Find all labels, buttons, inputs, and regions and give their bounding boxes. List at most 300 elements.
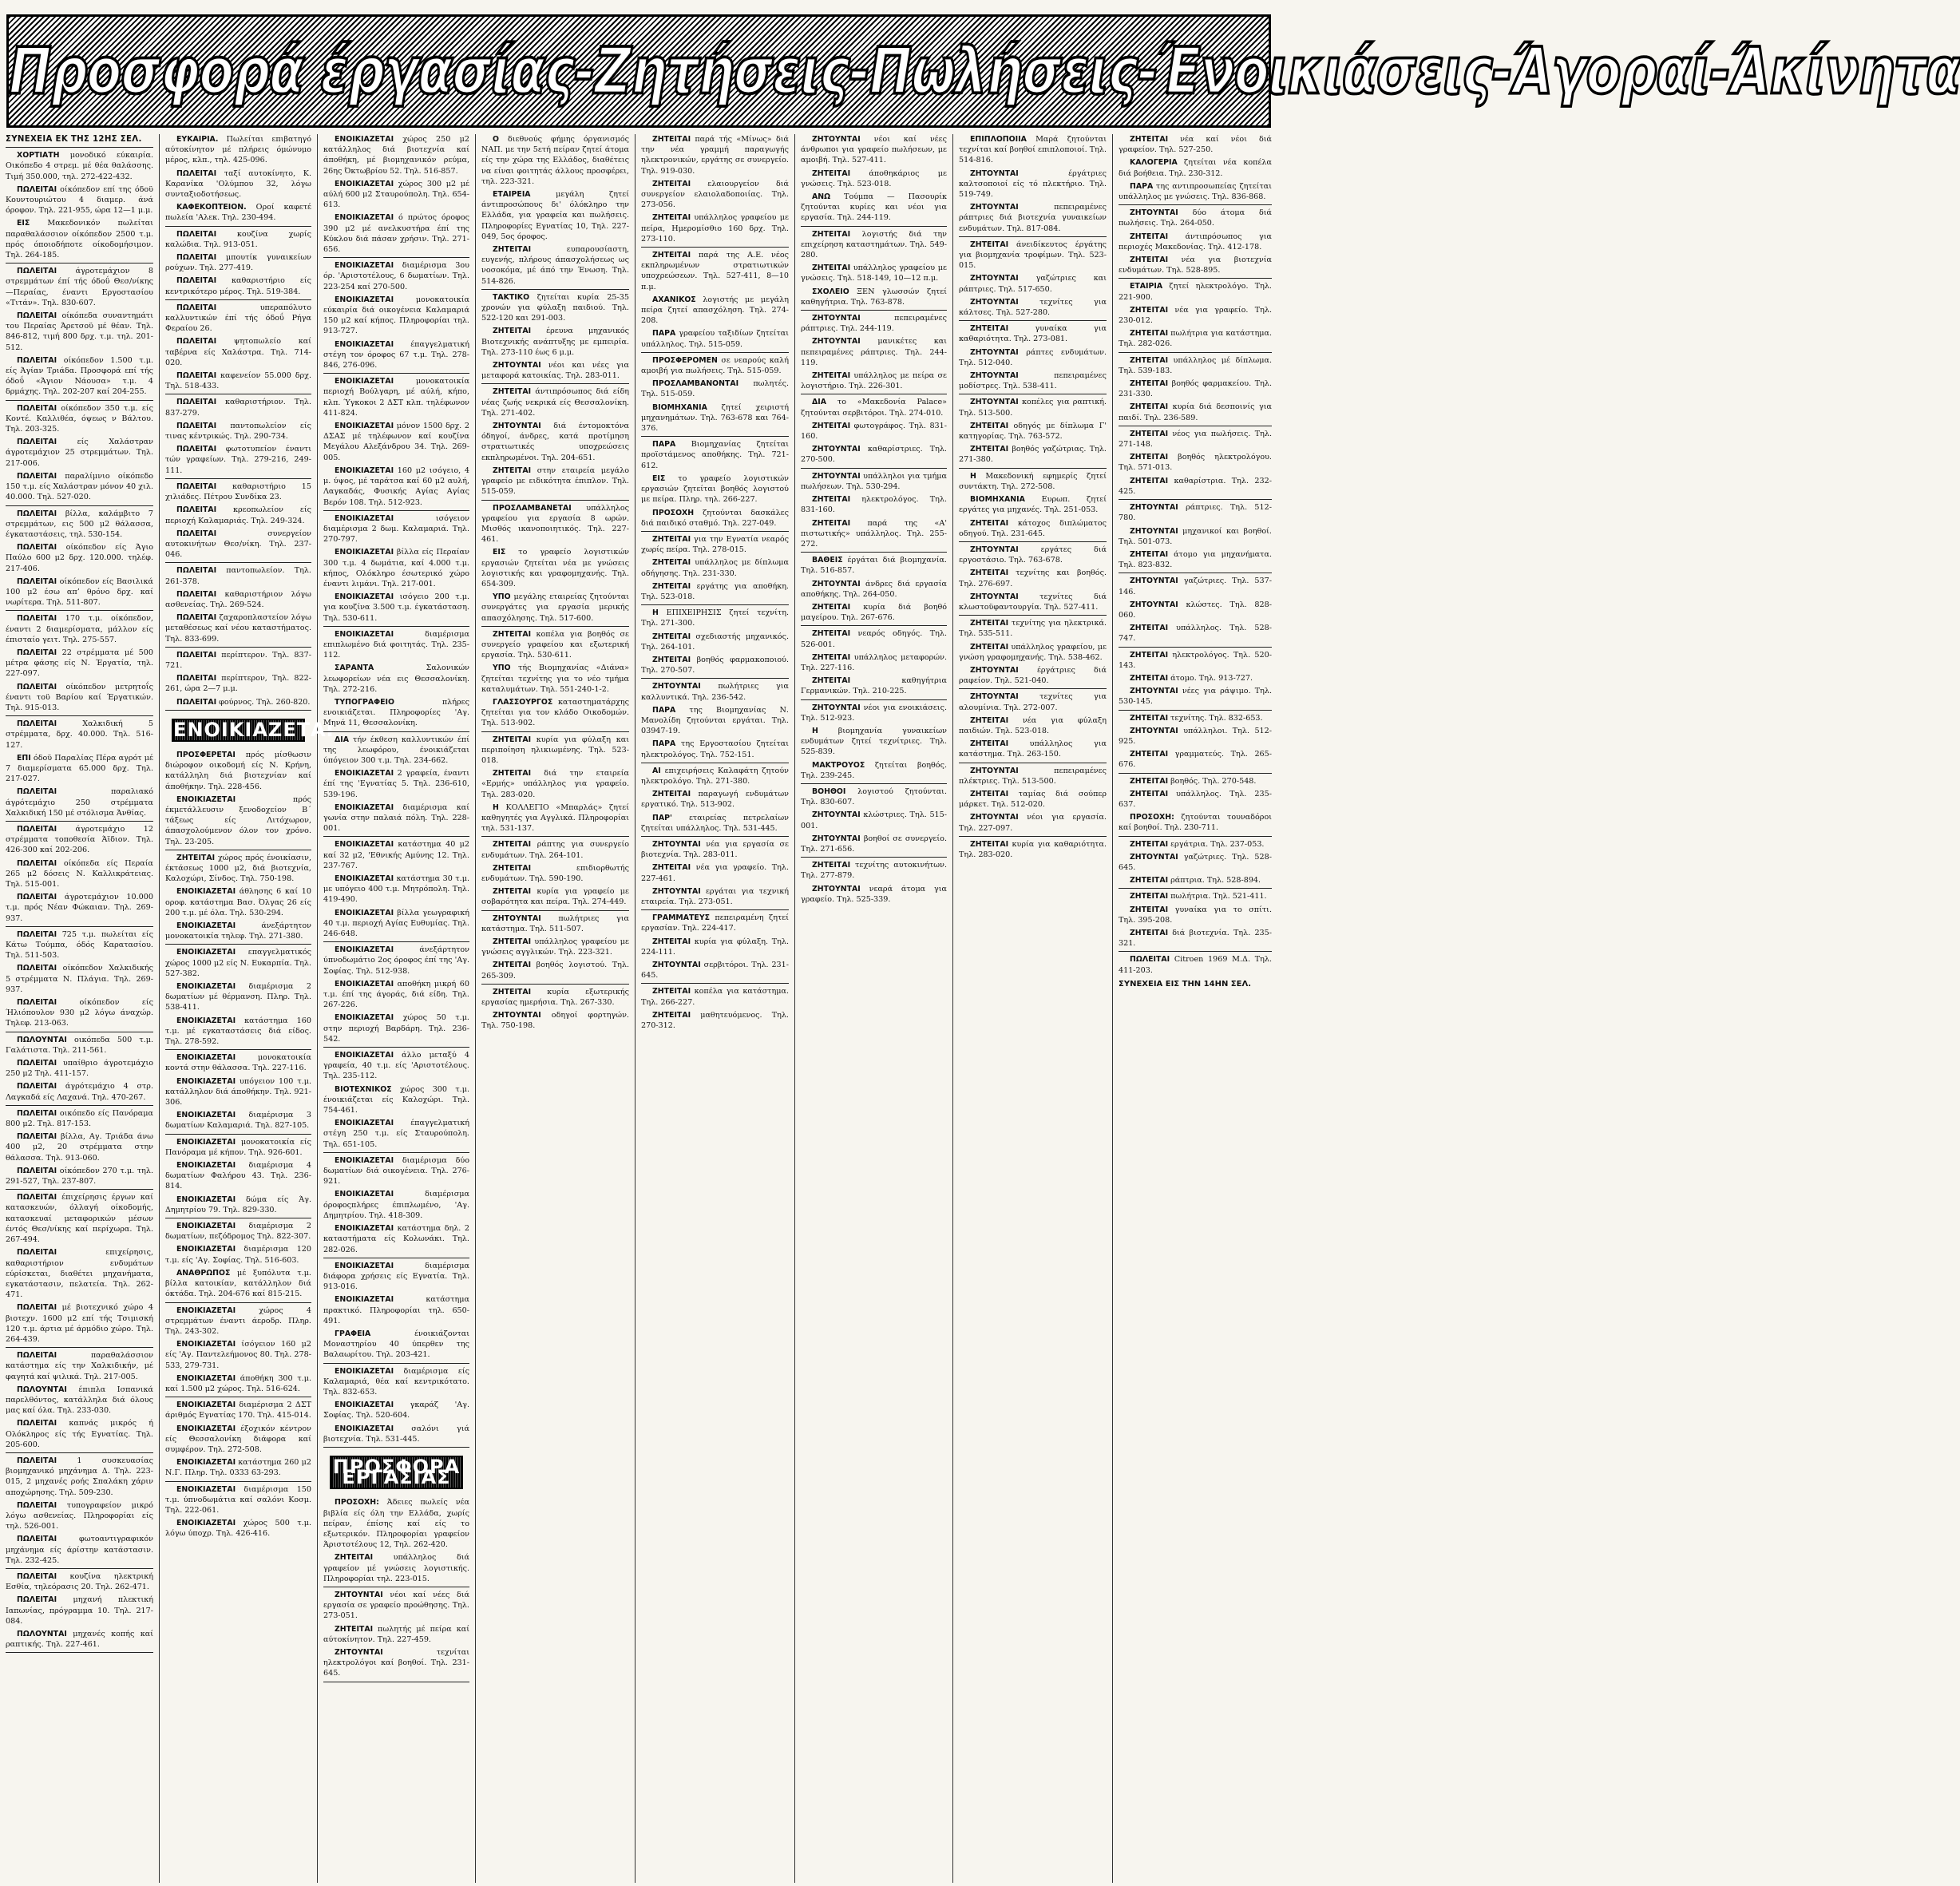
continuation-header: ΣΥΝΕΧΕΙΑ ΕΚ ΤΗΣ 12ΗΣ ΣΕΛ. [6, 135, 142, 144]
classified-ad: ΖΗΤΟΥΝΤΑΙ κοπέλες για ραπτική. Τηλ. 513-500. [959, 398, 1107, 418]
ad-column [476, 134, 636, 1883]
classified-ad: ΠΩΛΕΙΤΑΙ έπιχείρησις έργων καί κατασκευών, όλλαγή οίκοδομής, κατασκευαί μεταφορικών μέσων έντός Θεσ/νίκης καί περίχωρα. Τηλ. 267-494. [6, 1193, 153, 1245]
classified-ad: ΓΡΑΜΜΑΤΕΥΣ πεπειραμένη ζητεί εργασίαν. Τηλ. 224-417. [641, 913, 789, 933]
classified-ad: ΠΩΛΕΙΤΑΙ φωτοτυπείον έναντι τών γραφείων. Τηλ. 279-216, 249-111. [165, 445, 311, 475]
classified-ad: ΖΗΤΟΥΝΤΑΙ εργάτες διά εργοστάσιο. Τηλ. 763-678. [959, 545, 1107, 565]
classified-ad: ΖΗΤΟΥΝΤΑΙ τεχνίται ηλεκτρολόγοι καί βοηθοί. Τηλ. 231-645. [323, 1648, 469, 1678]
classified-ad: ΒΙΟΤΕΧΝΙΚΟΣ χώρος 300 τ.μ. ένοικιάζεται είς Καλοχώρι. Τηλ. 754-461. [323, 1084, 469, 1115]
classified-ad: ΕΝΟΙΚΙΑΖΕΤΑΙ πρός έκμετάλλευσιν ξενοδοχείον Β΄ τάξεως είς Λιτόχωρον, άπασχολούμενον όλον τον χρόνο. Τηλ. 23-205. [165, 794, 311, 846]
classified-ad: ΖΗΤΕΙΤΑΙ εργάτρια. Τηλ. 237-053. [1130, 839, 1265, 849]
classified-ad: ΖΗΤΕΙΤΑΙ τεχνίτης. Τηλ. 832-653. [1130, 713, 1263, 723]
divider [801, 552, 947, 553]
classified-ad: ΖΗΤΟΥΝΤΑΙ κλώστριες. Τηλ. 515-001. [801, 810, 947, 830]
classified-ad: ΕΝΟΙΚΙΑΖΕΤΑΙ διαμέρισμα 2 δωματίων μέ θέρμανση. Πληρ. Τηλ. 538-411. [165, 982, 311, 1012]
classified-ad: ΕΤΑΙΡΙΑ ζητεί ηλεκτρολόγο. Τηλ. 221-900. [1119, 282, 1272, 302]
classified-ad: ΕΝΟΙΚΙΑΖΕΤΑΙ ισόγειο 200 τ.μ. για κουζίνα 3.500 τ.μ. έγκατάσταση. Τηλ. 530-611. [323, 592, 469, 623]
classified-ad: ΚΑΦΕΚΟΠΤΕΙΟΝ. Οροί καφετέ πωλεία 'Αλεκ. Τηλ. 230-494. [165, 203, 311, 223]
divider [6, 1568, 153, 1569]
classified-ad: ΖΗΤΕΙΤΑΙ λογιστής διά την επιχείρηση καταστημάτων. Τηλ. 549-280. [801, 229, 947, 260]
ad-column [636, 134, 795, 1883]
classified-ad: ΠΑΡΑ της Βιομηχανίας Ν. Μανολίδη ζητούνται εργάται. Τηλ. 03947-19. [641, 705, 789, 736]
classified-ad: ΖΗΤΕΙΤΑΙ τεχνίτης και βοηθός. Τηλ. 276-697. [959, 569, 1107, 588]
classified-ad: ΔΙΑ το «Μακεδονία Palace» ζητούνται σερβιτόροι. Τηλ. 274-010. [801, 398, 947, 418]
classified-ad: ΕΝΟΙΚΙΑΖΕΤΑΙ χώρος 500 τ.μ. λόγω ύποχρ. Τηλ. 426-416. [165, 1519, 311, 1539]
classified-ad: ΖΗΤΕΙΤΑΙ ελαιουργείον διά συνεργείον ελαιολαδοποιίας. Τηλ. 273-056. [641, 179, 789, 210]
divider [165, 710, 311, 711]
divider [323, 373, 469, 374]
classified-ad: ΖΗΤΕΙΤΑΙ νέα για βιοτεχνία ενδυμάτων. Τηλ. 528-895. [1119, 256, 1272, 275]
divider [481, 383, 629, 384]
classified-ad: ΖΗΤΕΙΤΑΙ κυρία για καθαριότητα. Τηλ. 283-020. [959, 839, 1107, 859]
classified-ad: ΖΗΤΕΙΤΑΙ διά βιοτεχνία. Τηλ. 235-321. [1119, 929, 1272, 949]
classified-ad: ΕΠΙΠΛΟΠΟΙΙΑ Μαρά ζητούνται τεχνίται καί βοηθοί επιπλοποιοί. Τηλ. 514-816. [959, 135, 1107, 165]
classified-ad: ΕΝΟΙΚΙΑΖΕΤΑΙ διαμέρισμα καί γωνία στην παλαιά πόλη. Τηλ. 228-001. [323, 802, 469, 834]
classified-ad: ΠΩΛΕΙΤΑΙ 1 συσκευασίας βιομηχανικό μηχάνημα Δ. Τηλ. 223-015, 2 μηχανές ροής Σπαλάκη χάριν αποχώρησης. Τηλ. 509-230. [6, 1456, 153, 1497]
classified-ad: ΖΗΤΕΙΤΑΙ βοηθός λογιστού. Τηλ. 265-309. [481, 961, 629, 981]
classified-ad: ΤΑΚΤΙΚΟ ζητείται κυρία 25-35 χρονών για φύλαξη παιδιού. Τηλ. 522-120 και 291-003. [481, 292, 629, 323]
classified-ad: ΠΩΛΕΙΤΑΙ άγροτεμάχιο 12 στρέμματα τοποθεσία Άϊδιον. Τηλ. 426-300 καί 202-206. [6, 824, 153, 855]
classified-ad: ΠΩΛΕΙΤΑΙ 22 στρέμματα μέ 500 μέτρα φάσης είς Ν. Έργατία, τηλ. 227-097. [6, 648, 153, 679]
classified-ad: ΕΝΟΙΚΙΑΖΕΤΑΙ διαμέρισμα 120 τ.μ. είς 'Αγ. Σοφίας. Τηλ. 516-603. [165, 1245, 311, 1265]
classified-ad: ΠΩΛΕΙΤΑΙ παραθαλάσσιον κατάστημα είς την Χαλκιδικήν, μέ φαγητά καί ψιλικά. Τηλ. 217-005. [6, 1351, 153, 1381]
classified-ad: ΕΠΙ όδοϋ Παραλίας Πέρα αγρότ μέ 7 διαμερίσματα 65.000 δρχ. Τηλ. 217-027. [6, 753, 153, 784]
classified-ad: ΕΝΟΙΚΙΑΖΕΤΑΙ χώρος 250 μ2 κατάλληλος διά βιοτεχνία καί άποθήκη, μέ βιομηχανικόν ρεύμα, 26ης Όκτωβρίου 52. Τηλ. 516-857. [323, 135, 469, 176]
classified-ad: ΖΗΤΕΙΤΑΙ εργάτης για αποθήκη. Τηλ. 523-018. [641, 581, 789, 601]
classified-ad: ΖΗΤΕΙΤΑΙ ταμίας διά σούπερ μάρκετ. Τηλ. 512-020. [959, 789, 1107, 810]
classified-ad: ΠΩΛΕΙΤΑΙ 725 τ.μ. πωλείται είς Κάτω Τούμπα, όδός Καρατασίου. Τηλ. 511-503. [6, 929, 153, 961]
classified-ad: ΠΡΟΣΟΧΗ: Άδειες πωλείς νέα βιβλία είς όλη την Ελλάδα, χωρίς πείραν, έπίσης καί είς το εξωτερικόν. Πληροφορίαι γραφείον Άριστοτέλους 12, Τηλ. 262-420. [323, 1498, 469, 1550]
divider [959, 236, 1107, 237]
classified-ad: ΖΗΤΕΙΤΑΙ υπάλληλος μέ δίπλωμα. Τηλ. 539-183. [1119, 355, 1272, 375]
classified-ad: Η βιομηχανία γυναικείων ενδυμάτων ζητεί τεχνίτριες. Τηλ. 525-839. [801, 726, 947, 757]
classified-ad: ΕΝΟΙΚΙΑΖΕΤΑΙ βίλλα γεωγραφική 40 τ.μ. περιοχή Αγίας Ευθυμίας. Τηλ. 246-648. [323, 908, 469, 939]
classified-ad: ΖΗΤΟΥΝΤΑΙ μηχανικοί και βοηθοί. Τηλ. 501-073. [1119, 526, 1272, 546]
classified-ad: ΖΗΤΟΥΝΤΑΙ βοηθοί σε συνεργείο. Τηλ. 271-656. [801, 834, 947, 854]
divider [801, 783, 947, 784]
classified-ad: ΠΩΛΕΙΤΑΙ ψητοπωλείο καί ταβέρνα είς Χαλάστρα. Τηλ. 714-020. [165, 337, 311, 367]
classified-ad: ΖΗΤΕΙΤΑΙ διά την εταιρεία «Ερμής» υπάλληλος για γραφείο. Τηλ. 283-020. [481, 769, 629, 799]
divider [641, 247, 789, 248]
classified-ad: ΠΩΛΟΥΝΤΑΙ έπιπλα Ισπανικά παρελθόντος, κατάλληλα διά όλους μας καί όλα. Τηλ. 233-030. [6, 1385, 153, 1416]
classified-ad: ΖΗΤΟΥΝΤΑΙ νέα για εργασία σε βιοτεχνία. Τηλ. 283-011. [641, 839, 789, 860]
divider [481, 836, 629, 837]
classified-ad: ΖΗΤΕΙΤΑΙ νέος για πωλήσεις. Τηλ. 271-148. [1119, 429, 1272, 450]
classified-ad: ΖΗΤΕΙΤΑΙ υπάλληλος. Τηλ. 235-637. [1119, 789, 1272, 809]
classified-ad: ΜΑΚΤΡΟΥΟΣ ζητείται βοηθός. Τηλ. 239-245. [801, 760, 947, 780]
classified-ad: ΠΩΛΕΙΤΑΙ οίκόπεδον επί της όδοϋ Κουντουριώτου 4 διαμερ. άνά όροφον. Τηλ. 221-955, ώρα 12—1 μ.μ. [6, 184, 153, 216]
classified-ad: ΠΩΛΕΙΤΑΙ οίκόπεδον 1.500 τ.μ. είς Άγίαν Τριάδα. Προσφορά επί τής όδοΰ «Άγιον Νάουσα» τ.μ. 4 δρμάχης. Τηλ. 202-207 καί 204-255. [6, 355, 153, 397]
classified-ad: ΕΝΟΙΚΙΑΖΕΤΑΙ μόνον 1500 δρχ. 2 ΔΣΑΣ μέ τηλέφωνον καί κουζίνα Μεγάλου Αλεξάνδρου 34. Τηλ. 269-005. [323, 422, 469, 462]
classified-ad: ΖΗΤΕΙΤΑΙ για την Εγνατία νεαρός χωρίς πείρα. Τηλ. 278-015. [641, 534, 789, 555]
classified-ad: ΖΗΤΕΙΤΑΙ άνειδίκευτος έργάτης για βιομηχανία τροφίμων. Τηλ. 523-015. [959, 240, 1107, 271]
classified-ad: ΖΗΤΕΙΤΑΙ υπάλληλος για κατάστημα. Τηλ. 263-150. [959, 739, 1107, 759]
classified-ad: ΖΗΤΕΙΤΑΙ άτομο. Τηλ. 913-727. [1130, 673, 1253, 683]
divider [1119, 278, 1272, 279]
classified-ad: ΕΙΣ Μακεδονικόν πωλείται παραθαλάσσιον οίκόπεδον 2500 τ.μ. πρός όποιοδήποτε οίκοδομήσιμον. Τηλ. 264-185. [6, 219, 153, 260]
classified-ad: ΖΗΤΕΙΤΑΙ άποθηκάριος με γνώσεις. Τηλ. 523-018. [801, 168, 947, 188]
classified-ad: ΕΝΟΙΚΙΑΖΕΤΑΙ χώρος 50 τ.μ. στην περιοχή Βαρδάρη. Τηλ. 236-542. [323, 1013, 469, 1044]
classified-ad: ΠΩΛΕΙΤΑΙ υπεραπόλυτο καλλυντικών έπί τής όδοΰ Ρήγα Φεραίου 26. [165, 303, 311, 334]
classified-ad: ΠΩΛΕΙΤΑΙ άγροτεμάχιον 8 στρεμμάτων έπί τής όδοΰ Θεσ/νίκης—Περαίας, έναντι Εργοστασίου «Τιτάν». Τηλ. 830-607. [6, 267, 153, 307]
classified-ad: ΖΗΤΟΥΝΤΑΙ υπάλληλοι. Τηλ. 512-925. [1119, 726, 1272, 746]
classified-ad: ΖΗΤΕΙΤΑΙ βοηθός φαρμακείου. Τηλ. 231-330. [1119, 379, 1272, 399]
classified-ad: ΕΥΚΑΙΡΙΑ. Πωλείται επιβατηγό αύτοκίνητον μέ πλήρεις όμώνυμο μέρος, κλπ., τηλ. 425-096. [165, 135, 311, 165]
divider [641, 531, 789, 532]
classified-ad: ΖΗΤΕΙΤΑΙ φωτογράφος. Τηλ. 831-160. [801, 421, 947, 442]
classified-ad: ΖΗΤΟΥΝΤΑΙ τεχνίτες για κάλτσες. Τηλ. 527-280. [959, 297, 1107, 318]
classified-ad: ΖΗΤΟΥΝΤΑΙ νέοι καί νέες άνθρωποι για γραφείο πωλήσεων, με αμοιβή. Τηλ. 527-411. [801, 135, 947, 165]
classified-ad: ΠΩΛΕΙΤΑΙ καθαριστήριο είς κεντρικότερο μέρος. Τηλ. 519-384. [165, 276, 311, 296]
classified-ad: ΖΗΤΕΙΤΑΙ υπάλληλος με πείρα σε λογιστήριο. Τηλ. 226-301. [801, 371, 947, 391]
divider [6, 1347, 153, 1348]
divider [959, 688, 1107, 689]
classified-ad: ΕΝΟΙΚΙΑΖΕΤΑΙ άνεξάρτητον μονοκατοικία τηλεφ. Τηλ. 271-380. [165, 921, 311, 941]
divider [6, 1105, 153, 1106]
classified-ad: ΖΗΤΟΥΝΤΑΙ εργάται για τεχνική εταιρεία. Τηλ. 273-051. [641, 886, 789, 906]
divider [1119, 499, 1272, 500]
divider [6, 400, 153, 401]
divider [959, 615, 1107, 616]
ad-column [318, 134, 476, 1883]
divider [6, 715, 153, 716]
divider [165, 299, 311, 300]
divider [481, 626, 629, 627]
classified-ad: ΠΡΟΣΛΑΜΒΑΝΕΤΑΙ υπάλληλος γραφείου για εργασία 8 ωρών. Μισθός ικανοποιητικός. Τηλ. 227-461. [481, 503, 629, 545]
divider [959, 320, 1107, 321]
classified-ad: ΒΙΟΜΗΧΑΝΙΑ ζητεί χειριστή μηχανημάτων. Τηλ. 763-678 και 764-376. [641, 402, 789, 434]
ad-column [953, 134, 1113, 1883]
classified-ad: ΕΝΟΙΚΙΑΖΕΤΑΙ διαμέρισμα 3 δωματίων Καλαμαριά. Τηλ. 827-105. [165, 1111, 311, 1131]
classified-ad: ΖΗΤΕΙΤΑΙ κάτοχος διπλώματος οδηγού. Τηλ. 231-645. [959, 518, 1107, 538]
classified-ad: ΖΗΤΕΙΤΑΙ τεχνίτης για ηλεκτρικά. Τηλ. 535-511. [959, 619, 1107, 639]
divider [165, 562, 311, 563]
classified-ad: ΖΗΤΟΥΝΤΑΙ νέοι για εργασία. Τηλ. 227-097. [959, 813, 1107, 833]
classified-ad: ΒΑΘΕΙΣ έργάται διά βιομηχανία. Τηλ. 516-857. [801, 556, 947, 576]
divider [481, 910, 629, 911]
divider [6, 821, 153, 822]
classified-ad: ΠΩΛΕΙΤΑΙ άγροτεμάχιον 10.000 τ.μ. πρός Νέαν Φώκαιαν. Τηλ. 269-937. [6, 893, 153, 923]
classified-ad: ΠΩΛΕΙΤΑΙ Χαλκιδική 5 στρέμματα, δρχ. 40.000. Τηλ. 516-127. [6, 719, 153, 750]
classified-ad: ΖΗΤΕΙΤΑΙ παρά της «Α' πιστωτικής» υπάλληλος. Τηλ. 255-272. [801, 518, 947, 549]
divider [801, 468, 947, 469]
divider [323, 1152, 469, 1153]
classified-ad: ΠΡΟΣΟΧΗ: ζητούνται τουναδόροι καί βοηθοί. Τηλ. 230-711. [1119, 813, 1272, 833]
classified-ad: ΠΩΛΕΙΤΑΙ καθαριστήριον λόγω ασθενείας. Τηλ. 269-524. [165, 589, 311, 609]
divider [323, 510, 469, 511]
classified-ad: ΠΩΛΕΙΤΑΙ συνεργείον αυτοκινήτων Θεσ/νίκη. Τηλ. 237-046. [165, 529, 311, 560]
classified-ad: ΕΝΟΙΚΙΑΖΕΤΑΙ διαμέρισμα διάφορα χρήσεις είς Εγνατία. Τηλ. 913-016. [323, 1261, 469, 1292]
classified-ad: ΖΗΤΕΙΤΑΙ κυρία διά δεσποινίς για παιδί. Τηλ. 236-589. [1119, 402, 1272, 422]
banner-title: Προσφορά έργασίας-Ζητήσεις-Πωλήσεις-Ένοικιάσεις-Άγοραί-Άκίνητα [9, 34, 1960, 109]
classified-ad: ΕΝΟΙΚΙΑΖΕΤΑΙ σαλόνι γιά βιοτεχνία. Τηλ. 531-445. [323, 1424, 469, 1444]
divider [641, 604, 789, 605]
classified-ad: ΠΩΛΕΙΤΑΙ περίπτερον. Τηλ. 837-721. [165, 650, 311, 670]
classified-ad: ΕΝΟΙΚΙΑΖΕΤΑΙ κατάστημα πρακτικό. Πληροφορίαι τηλ. 650-491. [323, 1295, 469, 1325]
classified-ad: ΖΗΤΟΥΝΤΑΙ άνδρες διά εργασία αποθήκης. Τηλ. 264-050. [801, 579, 947, 599]
classified-ad: ΖΗΤΕΙΤΑΙ γραμματεύς. Τηλ. 265-676. [1119, 750, 1272, 770]
classified-ad: ΖΗΤΕΙΤΑΙ νέα για γραφείο. Τηλ. 227-461. [641, 863, 789, 883]
classified-ad: ΠΩΛΕΙΤΑΙ παραλίμνιο οίκόπεδο 150 τ.μ. είς Χαλάστραν μόνον 40 χιλ. 40.000. Τηλ. 527-020. [6, 471, 153, 502]
classified-ad: ΖΗΤΟΥΝΤΑΙ έργάτριες διά ραφείον. Τηλ. 521-040. [959, 665, 1107, 686]
classified-ad: ΕΤΑΙΡΕΙΑ μεγάλη ζητεί άντιπροσώπους δι' όλόκληρο την Ελλάδα, για γραφεία και πωλήσεις. Πληροφορίες Εγνατίας 10, Τηλ. 227-049, 5ος όροφος. [481, 190, 629, 241]
classified-ad: ΖΗΤΕΙΤΑΙ νέα καί νέοι διά γραφείον. Τηλ. 527-250. [1119, 135, 1272, 155]
classified-ad: ΖΗΤΕΙΤΑΙ ράπτης για συνεργείο ενδυμάτων. Τηλ. 264-101. [481, 840, 629, 860]
divider [641, 836, 789, 837]
classified-ad: ΖΗΤΟΥΝΤΑΙ νέοι για ενοικιάσεις. Τηλ. 512-923. [801, 703, 947, 723]
classified-ad: ΖΗΤΕΙΤΑΙ ράπτρια. Τηλ. 528-894. [1130, 876, 1261, 886]
classified-ad: ΕΝΟΙΚΙΑΖΕΤΑΙ άποθήκη 300 τ.μ. καί 1.500 μ2 χώρος. Τηλ. 516-624. [165, 1373, 311, 1393]
classified-ad: ΖΗΤΟΥΝΤΑΙ σερβιτόροι. Τηλ. 231-645. [641, 961, 789, 981]
classified-ad: ΖΗΤΟΥΝΤΑΙ έργάτριες καλτσοποιοί είς τό πλεκτήριο. Τηλ. 519-749. [959, 168, 1107, 200]
divider [165, 944, 311, 945]
classified-ad: ΠΩΛΕΙΤΑΙ καθαριστήριο 15 χιλιάδες. Πέτρου Συνδίκα 23. [165, 481, 311, 502]
classified-ad: ΠΩΛΕΙΤΑΙ Citroen 1969 Μ.Δ. Τηλ. 411-203. [1119, 955, 1272, 975]
classified-ad: ΖΗΤΕΙΤΑΙ άντιπρόσωπος διά είδη νέας ζωής νεκρικά είς Θεσσαλονίκη. Τηλ. 271-402. [481, 387, 629, 418]
classified-ad: ΖΗΤΟΥΝΤΑΙ γαζώτριες και ράπτριες. Τηλ. 517-650. [959, 274, 1107, 294]
classified-ad: ΕΝΟΙΚΙΑΖΕΤΑΙ κατάστημα 40 μ2 καί 32 μ2, 'Εθνικής Αμύνης 12. Τηλ. 237-767. [323, 840, 469, 870]
classified-ad: Η ΕΠΙΧΕΙΡΗΣΙΣ ζητεί τεχνίτη. Τηλ. 271-300. [641, 608, 789, 628]
divider [6, 1452, 153, 1453]
divider [6, 1189, 153, 1190]
divider [801, 310, 947, 311]
divider [323, 1363, 469, 1364]
classified-ad: ΖΗΤΕΙΤΑΙ χώρος πρός ένοικίασιν, έκτάσεως 1000 μ2, διά βιοτεχνία, Καλοχώρι, Σίνδος. Τηλ. 750-198. [165, 853, 311, 884]
classified-ad: ΠΑΡΑ γραφείου ταξιδίων ζητείται υπάλληλος. Τηλ. 515-059. [641, 329, 789, 349]
classified-ad: ΕΝΟΙΚΙΑΖΕΤΑΙ άλλο μεταξύ 4 γραφεία, 40 τ.μ. είς 'Αριστοτέλους. Τηλ. 235-112. [323, 1051, 469, 1081]
classified-ad: ΕΝΟΙΚΙΑΖΕΤΑΙ διαμέρισμα είς Καλαμαριά, θέα καί κεντρικότατο. Τηλ. 832-653. [323, 1366, 469, 1397]
classified-ad: ΕΝΟΙΚΙΑΖΕΤΑΙ μονοκατοικία εύκαιρία διά οικογένεια Καλαμαριά 150 μ2 καί κήπος. Πληροφορίαι τηλ. 913-727. [323, 295, 469, 336]
classified-ad: ΕΝΟΙΚΙΑΖΕΤΑΙ δώμα είς Άγ. Δημητρίου 79. Τηλ. 829-330. [165, 1195, 311, 1214]
classified-ad: ΠΩΛΕΙΤΑΙ οίκόπεδον Χαλκιδικής 5 στρέμματα Ν. Πλάγια. Τηλ. 269-937. [6, 964, 153, 994]
classified-ad: ΖΗΤΕΙΤΑΙ πωλήτρια. Τηλ. 521-411. [1130, 892, 1267, 901]
classified-columns [0, 134, 1277, 1886]
classified-ad: ΠΩΛΕΙΤΑΙ ταξί αυτοκίνητο, Κ. Καρανίκα 'Ολύμπου 32, λόγω συνταξιοδοτήσεως. [165, 168, 311, 200]
classified-ad: ΑΝΩ Τούμπα — Πασουρίκ ζητούνται κυρίες και νέοι για εργασία. Τηλ. 244-119. [801, 192, 947, 223]
divider [1119, 204, 1272, 205]
divider [801, 226, 947, 227]
classified-ad: ΖΗΤΕΙΤΑΙ βοηθός φαρμακοποιού. Τηλ. 270-507. [641, 655, 789, 676]
divider [6, 926, 153, 927]
divider [1119, 647, 1272, 648]
classified-ad: ΖΗΤΕΙΤΑΙ παρά τής «Μίνως» διά την νέα γραμμή παραγωγής ηλεκτρονικών, εργάτης σε συνεργείο. Τηλ. 919-030. [641, 135, 789, 176]
classified-ad: ΖΗΤΕΙΤΑΙ υπάλληλος διά γραφείον μέ γνώσεις λογιστικής. Πληροφορίαι τηλ. 223-015. [323, 1553, 469, 1583]
classifieds-banner [6, 14, 1960, 128]
classified-ad: ΠΑΡΑ Βιομηχανίας ζητείται προϊστάμενος αποθήκης. Τηλ. 721-612. [641, 440, 789, 470]
classified-ad: ΖΗΤΕΙΤΑΙ επιδιορθωτής ενδυμάτων. Τηλ. 590-190. [481, 863, 629, 883]
divider [323, 1447, 469, 1448]
divider [1119, 352, 1272, 353]
classified-ad: ΠΡΟΣΦΕΡΟΜΕΝ σε νεαρούς καλή αμοιβή για πωλήσεις. Τηλ. 515-059. [641, 355, 789, 376]
classified-ad: ΖΗΤΟΥΝΤΑΙ κλώστες. Τηλ. 828-060. [1119, 600, 1272, 620]
classified-ad: ΖΗΤΟΥΝΤΑΙ νέες για ράψιμο. Τηλ. 530-145. [1119, 687, 1272, 707]
classified-ad: ΖΗΤΕΙΤΑΙ βοηθός ηλεκτρολόγου. Τηλ. 571-013. [1119, 453, 1272, 473]
divider [323, 836, 469, 837]
divider [165, 1134, 311, 1135]
ad-column [795, 134, 953, 1883]
classified-ad: ΓΛΑΣΣΟΥΡΓΟΣ καταστηματάρχης ζητείται για τον κλάδο Οικοδομών. Τηλ. 513-902. [481, 697, 629, 728]
classified-ad: ΕΝΟΙΚΙΑΖΕΤΑΙ διαμέρισμα επιπλωμένο διά φοιτητάς. Τηλ. 235-112. [323, 629, 469, 660]
classified-ad: ΕΝΟΙΚΙΑΖΕΤΑΙ υπόγειον 100 τ.μ. κατάλληλον διά άποθήκην. Τηλ. 921-306. [165, 1076, 311, 1107]
divider [641, 352, 789, 353]
classified-ad: ΖΗΤΟΥΝΤΑΙ πωλήτριες για καλλυντικά. Τηλ. 236-542. [641, 682, 789, 702]
continuation-footer: ΣΥΝΕΧΕΙΑ ΕΙΣ ΤΗΝ 14ΗΝ ΣΕΛ. [1119, 979, 1251, 989]
classified-ad: ΕΙΣ το γραφείο λογιστικών εργασιών ζητείται νέα με γνώσεις λογιστικής και γραφομηχανής. Τηλ. 654-309. [481, 548, 629, 588]
classified-ad: ΠΩΛΕΙΤΑΙ παντοπωλείον είς τινας κέντρικώς. Τηλ. 290-734. [165, 421, 311, 442]
classified-ad: ΕΝΟΙΚΙΑΖΕΤΑΙ βίλλα είς Περαίαν 300 τ.μ. 4 δωμάτια, καί 4.000 τ.μ. κήπος, Ολόκληρο έσωτερικό χώρο έναντι λιμάνι. Τηλ. 217-001. [323, 548, 469, 588]
classified-ad: ΖΗΤΕΙΤΑΙ υπάλληλος γραφείου με γνώσεις. Τηλ. 518-149, 10—12 π.μ. [801, 263, 947, 283]
classified-ad: ΠΩΛΕΙΤΑΙ είς Χαλάστραν άγροτεμάχιον 25 στρεμμάτων. Τηλ. 217-006. [6, 438, 153, 468]
classified-ad: ΕΝΟΙΚΙΑΖΕΤΑΙ άνεξάρτητον ύπνοδωμάτιο 2ος όροφος έπί της 'Αγ. Σοφίας. Τηλ. 512-938. [323, 945, 469, 976]
divider [481, 984, 629, 985]
classified-ad: ΠΡΟΣΟΧΗ ζητούνται δασκάλες διά παιδικό σταθμό. Τηλ. 227-049. [641, 508, 789, 528]
classified-ad: ΠΩΛΕΙΤΑΙ περίπτερον, Τηλ. 822-261, ώρα 2—7 μ.μ. [165, 674, 311, 694]
classified-ad: ΕΝΟΙΚΙΑΖΕΤΑΙ έπαγγελματική στέγη 250 τ.μ. είς Σταυρούπολη. Τηλ. 651-105. [323, 1119, 469, 1149]
classified-ad: ΕΝΟΙΚΙΑΖΕΤΑΙ έπαγγελματική στέγη τον όροφος 67 τ.μ. Τηλ. 278-846, 276-096. [323, 339, 469, 370]
classified-ad: ΕΝΟΙΚΙΑΖΕΤΑΙ διαμέρισμα 150 τ.μ. ύπνοδωμάτια καί σαλόνι Κοσμ. Τηλ. 222-061. [165, 1484, 311, 1515]
classified-ad: ΖΗΤΟΥΝΤΑΙ τεχνίτες διά κλωστοϋφαντουργία. Τηλ. 527-411. [959, 592, 1107, 612]
divider [641, 678, 789, 679]
classified-ad: ΠΩΛΕΙΤΑΙ καφενείον 55.000 δρχ. Τηλ. 518-433. [165, 371, 311, 391]
ad-column [160, 134, 335, 1883]
classified-ad: ΠΩΛΕΙΤΑΙ οικόπεδο είς Πανόραμα 800 μ2. Τηλ. 817-153. [6, 1108, 153, 1129]
classified-ad: ΖΗΤΟΥΝΤΑΙ γαζώτριες. Τηλ. 528-645. [1119, 852, 1272, 872]
classified-ad: ΖΗΤΕΙΤΑΙ άτομο για μηχανήματα. Τηλ. 823-832. [1119, 549, 1272, 570]
divider [165, 647, 311, 648]
classified-ad: ΠΩΛΕΙΤΑΙ οίκόπεδα συναντημάτι του Περαίας Άρετσοϋ μέ θέαν. Τηλ. 846-812, τιμή 800 δρχ. τ.μ. τηλ. 201-512. [6, 311, 153, 352]
classified-ad: ΖΗΤΕΙΤΑΙ καθαρίστρια. Τηλ. 232-425. [1119, 476, 1272, 496]
classified-ad: ΕΝΟΙΚΙΑΖΕΤΑΙ κατάστημα δηλ. 2 καταστήματα είς Κολωνάκι. Τηλ. 282-026. [323, 1224, 469, 1254]
classified-ad: ΖΗΤΟΥΝΤΑΙ πωλήτριες για κατάστημα. Τηλ. 511-507. [481, 913, 629, 933]
classified-ad: ΖΗΤΕΙΤΑΙ μαθητευόμενος. Τηλ. 270-312. [641, 1010, 789, 1031]
classified-ad: ΠΩΛΕΙΤΑΙ υπαίθριο άγροτεμάχιο 250 μ2 Τηλ. 411-157. [6, 1059, 153, 1079]
classified-ad: ΠΩΛΟΥΝΤΑΙ οικόπεδα 500 τ.μ. Γαλάτιστα. Τηλ. 211-561. [6, 1035, 153, 1055]
classified-ad: ΕΝΟΙΚΙΑΖΕΤΑΙ κατάστημα 160 τ.μ. μέ εγκαταστάσεις διά είδος. Τηλ. 278-592. [165, 1016, 311, 1047]
classified-ad: ΠΩΛΕΙΤΑΙ μέ βιοτεχνικό χώρο 4 βιοτεχν. 1600 μ2 επί τής Τσιμισκή 120 τ.μ. άρτια μέ άρμόδιο χώρο. Τηλ. 264-439. [6, 1303, 153, 1344]
classified-ad: ΕΙΣ το γραφείο λογιστικών εργασιών ζητείται βοηθός λογιστού με πείρα. Πληρ. τηλ. 266-227. [641, 473, 789, 505]
classified-ad: ΖΗΤΟΥΝΤΑΙ πεπειραμένες ράπτριες. Τηλ. 244-119. [801, 314, 947, 334]
classified-ad: ΠΩΛΕΙΤΑΙ μπουτίκ γυναικείων ρούχων. Τηλ. 277-419. [165, 253, 311, 273]
classified-ad: ΕΝΟΙΚΙΑΖΕΤΑΙ μονοκατοικία είς Πανόραμα μέ κήπον. Τηλ. 926-601. [165, 1137, 311, 1157]
classified-ad: Η Μακεδονική εφημερίς ζητεί συντάκτη. Τηλ. 272-508. [959, 471, 1107, 491]
classified-ad: ΖΗΤΟΥΝΤΑΙ τεχνίτες για αλουμίνια. Τηλ. 272-007. [959, 692, 1107, 712]
classified-ad: ΠΩΛΕΙΤΑΙ κουζίνα ηλεκτρική Εσθία, τηλεόρασις 20. Τηλ. 262-471. [6, 1571, 153, 1592]
classified-ad: ΠΩΛΕΙΤΑΙ καθαριστήριον. Τηλ. 837-279. [165, 398, 311, 418]
classified-ad: ΖΗΤΕΙΤΑΙ γυναίκα για καθαριότητα. Τηλ. 273-081. [959, 324, 1107, 344]
classified-ad: ΖΗΤΕΙΤΑΙ κυρία για γραφείο με σοβαρότητα και πείρα. Τηλ. 274-449. [481, 887, 629, 907]
classified-ad: ΖΗΤΟΥΝΤΑΙ γαζώτριες. Τηλ. 537-146. [1119, 576, 1272, 596]
classified-ad: ΖΗΤΕΙΤΑΙ νέα για φύλαξη παιδιών. Τηλ. 523-018. [959, 715, 1107, 735]
classified-ad: Ο διεθνούς φήμης όργανισμός ΝΑΠ. με την 5ετή πείραν ζητεί άτομα είς την χώρα της Ελλάδος, διαθέτεις να είναι φοιτητάς άλλους προσφέρει, τηλ. 223-321. [481, 135, 629, 186]
classified-ad: ΕΝΟΙΚΙΑΖΕΤΑΙ άθλησης 6 καί 10 οροφ. κατάστημα Βασ. Όλγας 26 είς 200 τ.μ. μέ όλα. Τηλ. 530-294. [165, 887, 311, 917]
divider [1119, 951, 1272, 952]
classified-ad: ΖΗΤΕΙΤΑΙ υπάλληλος γραφείου, με γνώση γραφομηχανής. Τηλ. 538-462. [959, 642, 1107, 662]
classified-ad: ΑΙ επιχειρήσεις Καλαφάτη ζητούν ηλεκτρολόγο. Τηλ. 271-380. [641, 766, 789, 786]
classified-ad: ΕΝΟΙΚΙΑΖΕΤΑΙ διαμέρισμα 3ου όρ. 'Αριστοτέλους, 6 δωματίων. Τηλ. 223-254 καί 270-500. [323, 261, 469, 291]
classified-ad: ΥΠΟ τής Βιομηχανίας «Διάνα» ζητείται τεχνίτης για το νέο τμήμα καταλυμάτων. Τηλ. 551-240-1-2. [481, 664, 629, 694]
divider [323, 626, 469, 627]
divider [959, 836, 1107, 837]
divider [165, 1481, 311, 1482]
ad-column [1113, 134, 1277, 1883]
classified-ad: ΠΩΛΟΥΝΤΑΙ μηχανές κοπής καί ραπτικής. Τηλ. 227-461. [6, 1630, 153, 1650]
divider [481, 500, 629, 501]
divider [801, 857, 947, 858]
classified-ad: ΠΩΛΕΙΤΑΙ οίκόπεδον είς Άγιο Παύλο 600 μ2 δρχ. 120.000. τηλέφ. 217-406. [6, 543, 153, 573]
classified-ad: ΖΗΤΕΙΤΑΙ οδηγός με δίπλωμα Γ' κατηγορίας. Τηλ. 763-572. [959, 421, 1107, 442]
divider [1119, 710, 1272, 711]
classified-ad: ΠΩΛΕΙΤΑΙ βίλλα, καλάμβιτο 7 στρεμμάτων, εις 500 μ2 θάλασσα, έγκαταστάσεις, τηλ. 530-154. [6, 509, 153, 539]
classified-ad: ΕΝΟΙΚΙΑΖΕΤΑΙ διαμέρισμα δύο δωματίων διά οικογένεια. Τηλ. 276-921. [323, 1155, 469, 1187]
divider [801, 625, 947, 626]
classified-ad: ΕΝΟΙΚΙΑΖΕΤΑΙ χώρος 4 στρεμμάτων έναντι άεροδρ. Πληρ. Τηλ. 243-302. [165, 1306, 311, 1336]
classified-ad: ΧΟΡΤΙΑΤΗ μονοδικό εύκαιρία. Οικόπεδο 4 στρεμ. μέ θέα θαλάσσης. Τιμή 350.000, τηλ. 272-422-432. [6, 151, 153, 181]
classified-ad: ΠΩΛΕΙΤΑΙ καπνάς μικρός ή Ολόκληρος είς τής Εγνατίας. Τηλ. 205-600. [6, 1419, 153, 1449]
classified-ad: ΖΗΤΕΙΤΑΙ άντιπρόσωπος για περιοχές Μακεδονίας. Τηλ. 412-178. [1119, 232, 1272, 252]
classified-ad: ΠΩΛΕΙΤΑΙ παραλιακό άγρότεμάχιο 250 στρέμματα Χαλκιδική 150 μέ στόλισμα Άνθίας. [6, 787, 153, 818]
classified-ad: ΖΗΤΕΙΤΑΙ υπάλληλος με δίπλωμα οδήγησης. Τηλ. 231-330. [641, 558, 789, 578]
classified-ad: ΠΩΛΕΙΤΑΙ κουζίνα χωρίς καλώδια. Τηλ. 913-051. [165, 229, 311, 249]
divider [165, 478, 311, 479]
classified-ad: ΕΝΟΙΚΙΑΖΕΤΑΙ μονοκατοικία περιοχή Βούλγαρη, μέ αύλή, κήπο, κλπ. Ύγκοκοι 2 ΔΣΤ κλπ. τηλέφωνον 411-824. [323, 377, 469, 418]
classified-ad: ΖΗΤΟΥΝΤΑΙ πεπειραμένες μοδίστρες. Τηλ. 538-411. [959, 371, 1107, 391]
classified-ad: ΓΡΑΦΕΙΑ ένοικιάζονται Μοναστηρίου 40 ύπερθεν της Βαλαωρίτου. Τηλ. 203-421. [323, 1329, 469, 1360]
classified-ad: ΒΙΟΜΗΧΑΝΙΑ Ευρωπ. ζητεί εργάτες για μηχανές. Τηλ. 251-053. [959, 495, 1107, 515]
classified-ad: ΒΟΗΘΟΙ λογιστού ζητούνται. Τηλ. 830-607. [801, 786, 947, 807]
classified-ad: ΖΗΤΕΙΤΑΙ τεχνίτης αυτοκινήτων. Τηλ. 277-879. [801, 861, 947, 881]
classified-ad: ΠΑΡΑ της Εργοστασίου ζητείται ηλεκτρολόγος. Τηλ. 752-151. [641, 739, 789, 759]
classified-ad: ΖΗΤΕΙΤΑΙ πωλήτρια για κατάστημα. Τηλ. 282-026. [1119, 329, 1272, 349]
classified-ad: ΖΗΤΕΙΤΑΙ ηλεκτρολόγος. Τηλ. 520-143. [1119, 650, 1272, 670]
jobs-section-header: ΠΡΟΣΦΟΡΑ ΕΡΓΑΣΙΑΣ [330, 1456, 463, 1489]
classified-ad: ΔΙΑ τήν έκθεση καλλυντικών έπί της λεωφόρου, ένοικιάζεται ύπόγειον 300 τ.μ. Τηλ. 234-662. [323, 735, 469, 765]
classified-ad: ΠΑΡΑ της αντιπροσωπείας ζητείται υπάλληλος με γνώσεις. Τηλ. 836-868. [1119, 181, 1272, 202]
classified-ad: ΖΗΤΟΥΝΤΑΙ νέοι καί νέες διά εργασία σε γραφείο προώθησης. Τηλ. 273-051. [323, 1590, 469, 1621]
classified-ad: ΕΝΟΙΚΙΑΖΕΤΑΙ 2 γραφεία, έναντι έπί της 'Εγνατίας 5. Τηλ. 236-610, 539-196. [323, 769, 469, 799]
classified-ad: ΣΧΟΛΕΙΟ ΞΕΝ γλωσσών ζητεί καθηγήτρια. Τηλ. 763-878. [801, 287, 947, 307]
divider [165, 226, 311, 227]
classified-ad: ΠΩΛΕΙΤΑΙ φωτοαντιγραφικόν μηχάνημα είς άρίστην κατάστασιν. Τηλ. 232-425. [6, 1535, 153, 1565]
classified-ad: ΖΗΤΕΙΤΑΙ καθηγήτρια Γερμανικών. Τηλ. 210-225. [801, 676, 947, 696]
classified-ad: ΕΝΟΙΚΙΑΖΕΤΑΙ κατάστημα 260 μ2 Ν.Γ. Πληρ. Τηλ. 0333 63-293. [165, 1458, 311, 1478]
classified-ad: ΠΩΛΕΙΤΑΙ επιχείρησις, καθαριστήριον ενδυμάτων εύρίσκεται, διαθέτει μηχανήματα, εγκατάστασιν, πελατεία. Τηλ. 262-471. [6, 1248, 153, 1300]
classified-ad: ΠΩΛΕΙΤΑΙ οίκόπεδον 350 τ.μ. είς Κοντέ. Καλλιθέα, όψεως ν Βάλτου. Τηλ. 203-325. [6, 403, 153, 434]
divider [323, 1047, 469, 1048]
classified-ad: ΖΗΤΕΙΤΑΙ υπάλληλος. Τηλ. 528-747. [1119, 624, 1272, 644]
classified-ad: ΕΝΟΙΚΙΑΖΕΤΑΙ ό πρώτος όροφος 390 μ2 μέ ανελκυστήρα έπί της Κύκλου διά πάσαν χρήσιν. Τηλ. 271-656. [323, 213, 469, 255]
classified-ad: ΖΗΤΕΙΤΑΙ νέα για γραφείο. Τηλ. 230-012. [1119, 305, 1272, 326]
divider [801, 699, 947, 700]
classified-ad: ΖΗΤΟΥΝΤΑΙ νεαρά άτομα για γραφείο. Τηλ. 525-339. [801, 884, 947, 904]
classified-ad: ΕΝΟΙΚΙΑΖΕΤΑΙ κατάστημα 30 τ.μ. με υπόγειο 400 τ.μ. Μητρόπολη. Τηλ. 419-490. [323, 874, 469, 905]
classified-ad: ΠΩΛΕΙΤΑΙ μηχανή πλεκτική Ιαπωνίας, πρόγραμμα 10. Τηλ. 217-084. [6, 1595, 153, 1626]
classified-ad: ΠΩΛΕΙΤΑΙ οίκόπεδον μετρητοΐς έναντι τοϋ Βαρίου καί Έργατικών. Τηλ. 915-013. [6, 682, 153, 712]
classified-ad: ΖΗΤΕΙΤΑΙ κυρία για φύλαξη και περιποίηση ηλικιωμένης. Τηλ. 523-018. [481, 735, 629, 765]
classified-ad: ΖΗΤΕΙΤΑΙ υπάλληλος μεταφορών. Τηλ. 227-116. [801, 652, 947, 672]
classified-ad: ΠΩΛΕΙΤΑΙ παντοπωλείον. Τηλ. 261-378. [165, 566, 311, 586]
divider [323, 941, 469, 942]
divider [6, 610, 153, 611]
classified-ad: ΖΗΤΕΙΤΑΙ κοπέλα για βοηθός σε συνεργείο γραφείου και εξωτερική εργασία. Τηλ. 530-611. [481, 629, 629, 660]
divider [323, 257, 469, 258]
classified-ad: ΠΡΟΣΛΑΜΒΑΝΟΝΤΑΙ πωλητές. Τηλ. 515-059. [641, 379, 789, 399]
classified-ad: ΠΩΛΕΙΤΑΙ 170 τ.μ. οίκόπεδον, έναντι 2 διαμερίσματα, μάλλον είς έπισταίο γειτ. Τηλ. 275-557. [6, 614, 153, 644]
classified-ad: ΖΗΤΕΙΤΑΙ υπάλληλος γραφείου με γνώσεις αγγλικών. Τηλ. 223-321. [481, 937, 629, 957]
classified-ad: ΖΗΤΟΥΝΤΑΙ ράπτριες. Τηλ. 512-780. [1119, 503, 1272, 523]
classified-ad: ΕΝΟΙΚΙΑΖΕΤΑΙ έξοχικόν κέντρον είς Θεσσαλονίκη διάφορα καί συμφέρον. Τηλ. 272-508. [165, 1424, 311, 1454]
classified-ad: ΖΗΤΕΙΤΑΙ στην εταιρεία μεγάλο γραφείο με ειδικότητα έπιπλον. Τηλ. 515-059. [481, 466, 629, 497]
classified-ad: ΠΩΛΕΙΤΑΙ ζαχαροπλαστείον λόγω μεταθέσεως καί νέου καταστήματος. Τηλ. 833-699. [165, 613, 311, 644]
classified-ad: ΕΝΟΙΚΙΑΖΕΤΑΙ ισόγειον διαμέρισμα 2 δωμ. Καλαμαριά. Τηλ. 270-797. [323, 513, 469, 545]
